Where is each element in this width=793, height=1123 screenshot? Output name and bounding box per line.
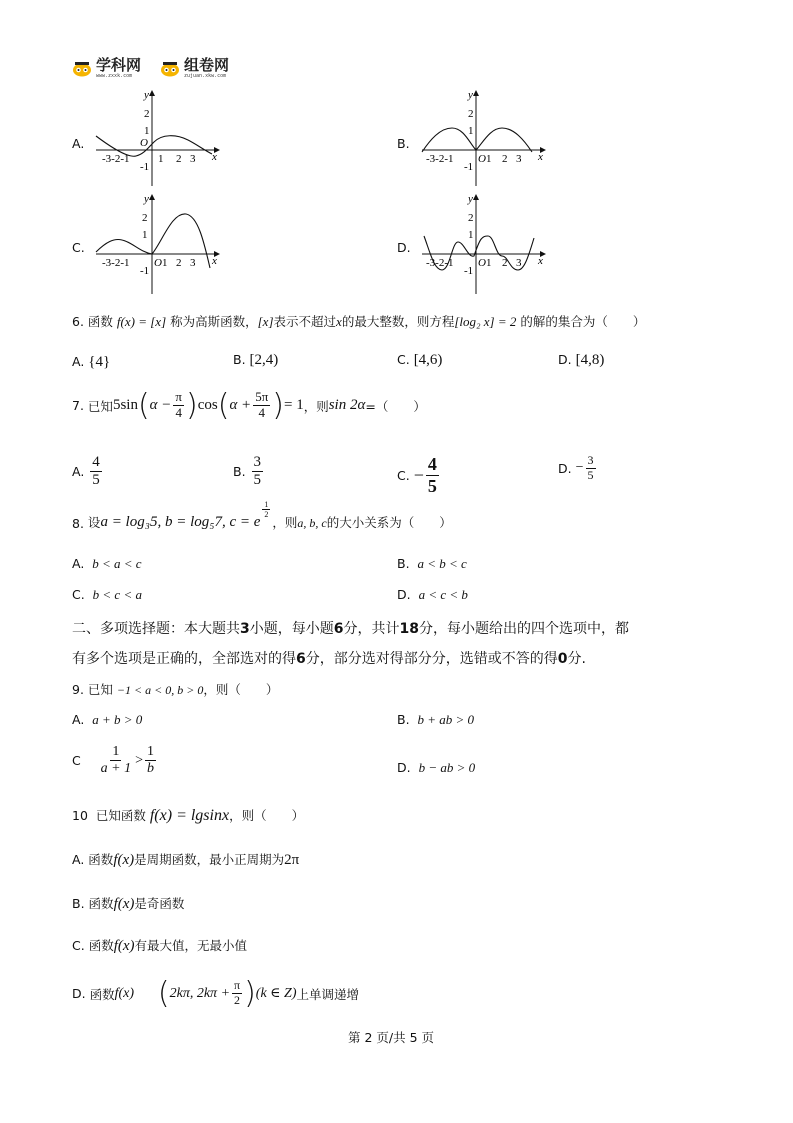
q6-var: x (336, 314, 342, 329)
logo-zujuanwang (160, 58, 229, 79)
svg-text:-3-2-1: -3-2-1 (102, 257, 130, 269)
q10-option-d: D. 函数 f(x) ( 2kπ, 2kπ + $\frac{\pi}{2}$ ) (k ∈ Z) 上单调递增 (72, 976, 359, 1011)
svg-text:O: O (140, 137, 148, 149)
q6-option-b: B. [2,4) (233, 352, 279, 368)
q8-text-c: 的大小关系为（ ） (326, 515, 452, 531)
svg-text:2: 2 (502, 153, 508, 165)
q9-option-b: B. b + ab > 0 (397, 712, 475, 727)
svg-text:2: 2 (502, 257, 508, 269)
q9-condition: −1 < a < 0, b > 0 (116, 683, 204, 697)
owl-logo-icon (72, 61, 92, 77)
q8-text-b: ，则 (272, 515, 298, 531)
q10-option-b: B. 函数f(x)是奇函数 (72, 896, 185, 912)
q7-expr-sin: 5sin (112, 397, 138, 413)
q8-exponent: $\frac{1}{2}$ (264, 500, 269, 520)
q7-text-a: 已知 (87, 398, 113, 414)
owl-logo-icon (160, 61, 180, 77)
q6-option-a: A. {4} (72, 354, 111, 370)
svg-text:-1: -1 (140, 265, 150, 277)
svg-text:y: y (468, 89, 473, 101)
graph-option-c-label: C. (72, 240, 85, 255)
q7-text-c: =（ ） (365, 398, 426, 414)
svg-text:2: 2 (468, 108, 474, 120)
q7-option-a: A. $\frac{4}{5}$ (72, 454, 100, 489)
q10-func: f(x) = lgsinx (149, 807, 230, 824)
q6-func: f(x) = [x] (116, 314, 167, 329)
q8-option-a: A. b < a < c (72, 556, 142, 571)
svg-text:3: 3 (190, 153, 196, 165)
q8-option-d: D. a < c < b (397, 587, 468, 602)
graph-option-d-label: D. (397, 240, 411, 255)
svg-text:2: 2 (176, 153, 182, 165)
q7-option-d: D. − $\frac{3}{5}$ (558, 453, 594, 482)
q6-option-c: C. [4,6) (397, 352, 443, 368)
q7-alpha-plus: α + (229, 397, 252, 413)
q7-cos: cos (197, 397, 218, 413)
q10-text-a: 已知函数 (95, 808, 146, 823)
q7-option-b: B. $\frac{3}{5}$ (233, 454, 262, 489)
page-number: 第 2 页/共 5 页 (348, 1030, 435, 1045)
q6-text-d: 的最大整数，则方程 (341, 314, 455, 329)
svg-text:1: 1 (486, 153, 492, 165)
q9-option-c: C $\frac{1}{a + 1}$ > $\frac{1}{b}$ (72, 744, 154, 777)
q6-text-a: 函数 (87, 314, 113, 329)
svg-text:1: 1 (158, 153, 164, 165)
graph-a (92, 88, 222, 188)
q6-text-b: 称为高斯函数， (170, 314, 258, 329)
svg-text:x: x (212, 255, 217, 267)
y-axis-label: y (144, 89, 149, 101)
svg-text:1: 1 (486, 257, 492, 269)
graph-b (418, 88, 548, 188)
question-8 (72, 500, 452, 532)
svg-text:-3-2-1: -3-2-1 (102, 153, 130, 165)
q8-number: 8. (72, 516, 84, 532)
svg-text:-1: -1 (140, 161, 150, 173)
q10-option-c: C. 函数f(x)有最大值，无最小值 (72, 938, 248, 954)
section-2-line-1: 二、多项选择题：本大题共3小题，每小题6分，共计18分，每小题给出的四个选项中，都 (72, 621, 629, 637)
q6-equation: [log₂ x] = 2 (454, 314, 517, 329)
svg-text:1: 1 (468, 125, 474, 137)
svg-text:y: y (468, 193, 473, 205)
graph-d (418, 192, 548, 296)
logo2-sub: zujuan.xkw.com (184, 73, 227, 79)
svg-text:x: x (538, 255, 543, 267)
q9-option-d: D. b − ab > 0 (397, 760, 476, 775)
q6-text-e: 的解的集合为（ ） (520, 314, 646, 329)
logo1-text: 学科网 (96, 56, 142, 74)
q8-option-b: B. a < b < c (397, 556, 467, 571)
graph-option-b-label: B. (397, 136, 410, 151)
svg-text:1: 1 (468, 229, 474, 241)
svg-text:O: O (478, 153, 486, 165)
q9-text-b: ，则（ ） (203, 682, 279, 697)
q10-number: 10 (72, 808, 88, 823)
q7-frac-pi-4: $\frac{\pi}{4}$ (175, 389, 182, 420)
q8-text-a: 设 (87, 515, 101, 531)
graph-c (92, 192, 222, 296)
logo1-sub: www.zxxk.com (96, 73, 133, 79)
q7-frac-5pi-4: $\frac{5\pi}{4}$ (255, 389, 269, 420)
logo-xuekewang (72, 58, 141, 79)
svg-text:1: 1 (144, 125, 150, 137)
logo2-text: 组卷网 (184, 56, 230, 74)
question-9 (72, 680, 278, 698)
svg-text:3: 3 (190, 257, 196, 269)
q9-text-a: 已知 (87, 682, 113, 697)
section-2-line-2: 有多个选项是正确的，全部选对的得6分，部分选对得部分分，选错或不答的得0分. (72, 651, 586, 667)
q9-number: 9. (72, 682, 84, 697)
q10-option-a: A. 函数f(x)是周期函数，最小正周期为2π (72, 852, 300, 868)
question-10 (72, 806, 304, 825)
q6-number: 6. (72, 314, 84, 329)
q6-option-d: D. [4,8) (558, 352, 605, 368)
q6-bracket: [x] (257, 314, 274, 329)
svg-text:-3-2-1: -3-2-1 (426, 257, 454, 269)
q7-number: 7. (72, 398, 84, 413)
q7-eq: = 1 (283, 397, 304, 413)
q7-sin2a: sin 2α (328, 397, 366, 413)
q8-defs: a = log₃5, b = log₅7, c = e (100, 514, 261, 531)
svg-text:2: 2 (468, 212, 474, 224)
svg-text:-1: -1 (464, 161, 474, 173)
svg-text:x: x (538, 151, 543, 163)
q10-text-b: ，则（ ） (229, 808, 305, 823)
svg-text:1: 1 (142, 229, 148, 241)
svg-text:y: y (144, 193, 149, 205)
q9-option-a: A. a + b > 0 (72, 712, 143, 727)
graph-option-a-label: A. (72, 136, 85, 151)
svg-text:2: 2 (142, 212, 148, 224)
svg-text:1: 1 (162, 257, 168, 269)
svg-text:-1: -1 (464, 265, 474, 277)
q7-option-c: C. − $\frac{4}{5}$ (397, 454, 437, 496)
svg-text:O: O (478, 257, 486, 269)
q7-text-b: ，则 (303, 398, 329, 414)
question-7: 7. 已知 5sin ( α − $\frac{\pi}{4}$ ) cos ( α + $\frac{5\pi}{4}$ ) = 1 ，则 sin 2α =（ ） (72, 388, 426, 423)
q6-text-c: 表示不超过 (273, 314, 337, 329)
question-6 (72, 312, 645, 330)
svg-text:2: 2 (176, 257, 182, 269)
svg-text:O: O (154, 257, 162, 269)
q7-alpha-minus: α − (149, 397, 172, 413)
svg-text:3: 3 (516, 153, 522, 165)
x-axis-label: x (212, 151, 217, 163)
q8-vars: a, b, c (297, 516, 327, 531)
svg-text:3: 3 (516, 257, 522, 269)
svg-text:2: 2 (144, 108, 150, 120)
q8-option-c: C. b < c < a (72, 587, 142, 602)
svg-text:-3-2-1: -3-2-1 (426, 153, 454, 165)
